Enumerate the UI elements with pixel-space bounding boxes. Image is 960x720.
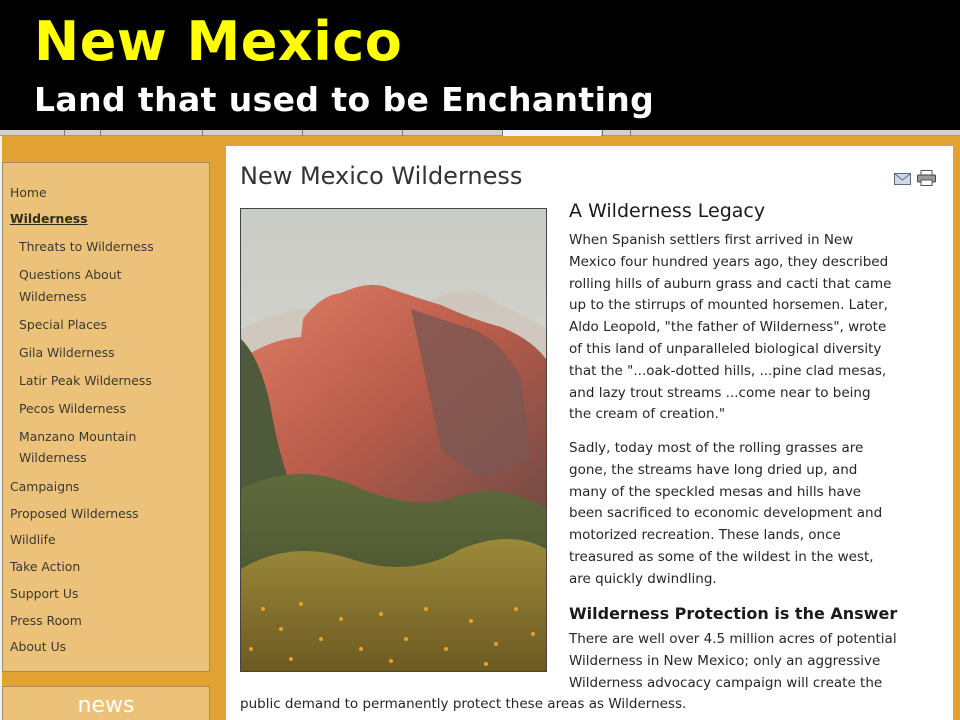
slide-subtitle: Land that used to be Enchanting bbox=[34, 80, 655, 119]
email-icon[interactable] bbox=[894, 173, 911, 185]
paragraph-protection: There are well over 4.5 million acres of potential Wilderness in New Mexico; only an aggressive Wilderness advocacy campaign will create the bbox=[569, 631, 897, 691]
news-label: news bbox=[77, 693, 135, 718]
nav-questions-about-wilderness-line2[interactable]: Wilderness bbox=[19, 289, 87, 304]
paragraph-legacy: When Spanish settlers first arrived in New Mexico four hundred years ago, they described rolling hills of auburn grass and cacti that came up to the stirrups of mounted horsemen. Later, Aldo Leopold, "the father of Wilderness", wrote of this land of unparalleled biological diversity that the "...oak-dotted hills, ...pine clad mesas, and lazy trout streams ...come near to being the cream of creation." bbox=[569, 232, 892, 423]
nav-gila-wilderness[interactable]: Gila Wilderness bbox=[19, 345, 115, 360]
section-title-wilderness-legacy: A Wilderness Legacy bbox=[569, 200, 766, 222]
nav-about-us[interactable]: About Us bbox=[10, 639, 67, 654]
main-content bbox=[226, 146, 953, 720]
page-heading: New Mexico Wilderness bbox=[240, 162, 523, 190]
nav-questions-about-wilderness[interactable]: Questions About bbox=[19, 267, 122, 282]
nav-latir-peak-wilderness[interactable]: Latir Peak Wilderness bbox=[19, 373, 152, 388]
paragraph-protection-tail: public demand to permanently protect these areas as Wilderness. bbox=[240, 696, 687, 712]
nav-wilderness[interactable]: Wilderness bbox=[10, 211, 88, 226]
nav-threats-to-wilderness[interactable]: Threats to Wilderness bbox=[19, 239, 154, 254]
nav-proposed-wilderness[interactable]: Proposed Wilderness bbox=[10, 506, 139, 521]
nav-home[interactable]: Home bbox=[10, 185, 47, 200]
nav-wildlife[interactable]: Wildlife bbox=[10, 532, 56, 547]
news-box[interactable] bbox=[2, 686, 210, 720]
section-title-protection: Wilderness Protection is the Answer bbox=[569, 604, 898, 623]
nav-pecos-wilderness[interactable]: Pecos Wilderness bbox=[19, 401, 127, 416]
slide-title-band bbox=[0, 0, 960, 130]
nav-take-action[interactable]: Take Action bbox=[10, 559, 81, 574]
mountain-landscape-image bbox=[241, 209, 546, 671]
browser-tab-strip bbox=[0, 130, 960, 136]
paragraph-sadly: Sadly, today most of the rolling grasses are gone, the streams have long dried up, and many of the speckled mesas and hills have been sacrificed to economic development and motorized recreation. These lands, once treasured as some of the wildest in the west, are quickly dwindling. bbox=[569, 440, 883, 587]
wilderness-photo bbox=[240, 208, 547, 672]
nav-manzano-mountain-wilderness-line2[interactable]: Wilderness bbox=[19, 450, 87, 465]
active-tab[interactable] bbox=[503, 130, 601, 136]
website-screenshot bbox=[0, 130, 960, 720]
nav-special-places[interactable]: Special Places bbox=[19, 317, 107, 332]
nav-manzano-mountain-wilderness[interactable]: Manzano Mountain bbox=[19, 429, 137, 444]
slide-title: New Mexico bbox=[34, 10, 403, 73]
nav-campaigns[interactable]: Campaigns bbox=[10, 479, 80, 494]
print-icon[interactable] bbox=[917, 170, 936, 186]
nav-press-room[interactable]: Press Room bbox=[10, 613, 82, 628]
sidebar-nav bbox=[2, 162, 210, 672]
nav-support-us[interactable]: Support Us bbox=[10, 586, 79, 601]
